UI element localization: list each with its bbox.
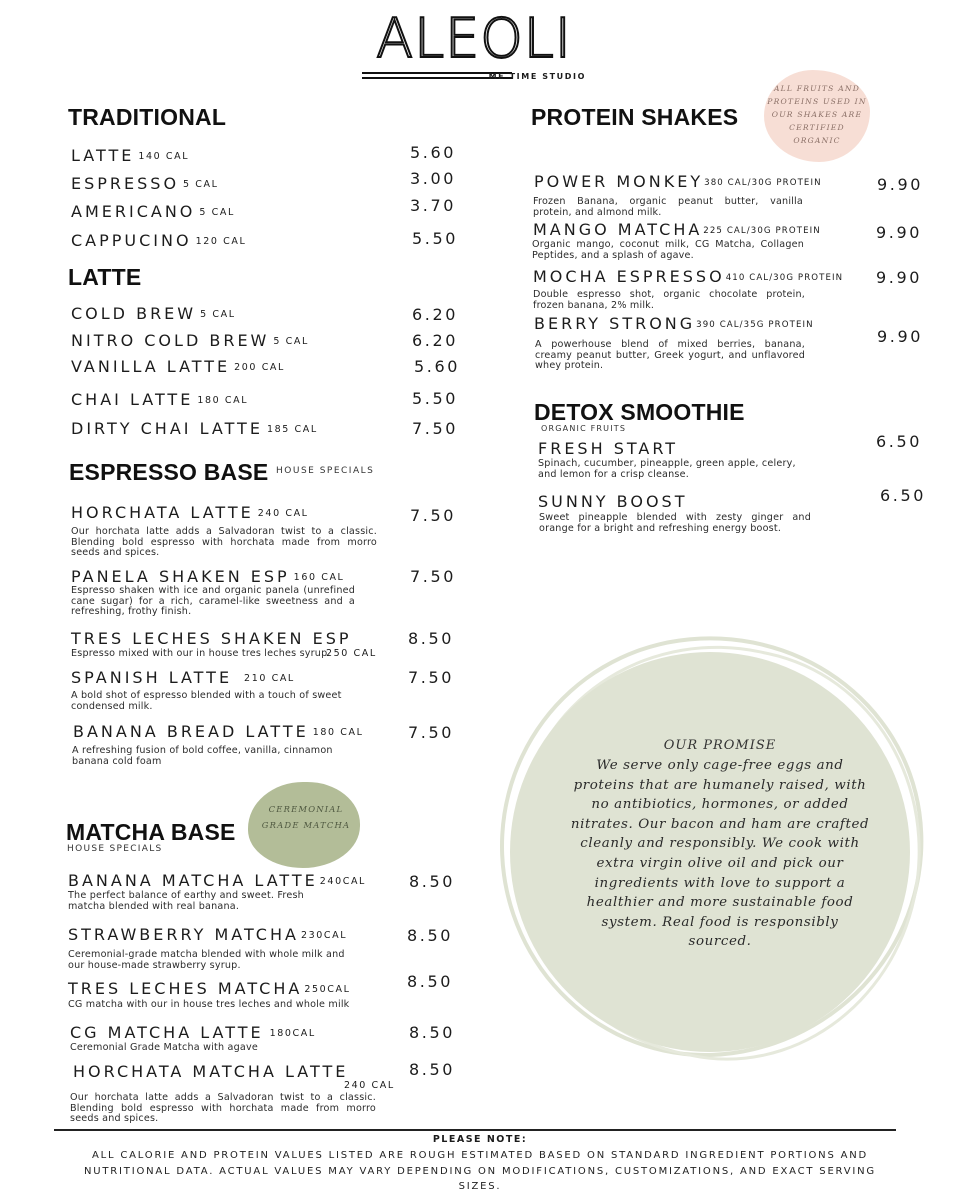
menu-item-name: PANELA SHAKEN ESP 160 CAL	[71, 567, 345, 586]
item-calories: 120 CAL	[195, 236, 247, 247]
item-price: 7.50	[410, 567, 457, 586]
footer-heading: PLEASE NOTE:	[432, 1134, 528, 1145]
brand-logo	[358, 7, 590, 81]
item-calories: 185 CAL	[266, 424, 318, 435]
item-price: 5.50	[412, 229, 459, 248]
item-price: 8.50	[408, 629, 455, 648]
item-description: Our horchata latte adds a Salvadoran twist to a classic. Blending bold espresso with horchata made from morro seeds and spices.	[71, 526, 377, 558]
menu-item-name: MANGO MATCHA225 CAL/30G PROTEIN	[533, 220, 821, 239]
item-price: 6.50	[880, 486, 927, 505]
item-calories: 210 CAL	[244, 673, 295, 684]
menu-item-name: AMERICANO 5 CAL	[71, 202, 235, 221]
item-description: Ceremonial Grade Matcha with agave	[70, 1042, 258, 1053]
item-price: 5.50	[412, 389, 459, 408]
menu-item-name: STRAWBERRY MATCHA 230CAL	[68, 925, 348, 944]
item-description: The perfect balance of earthy and sweet. Fresh matcha blended with real banana.	[68, 890, 304, 912]
item-description: Ceremonial-grade matcha blended with whole milk and our house-made strawberry syrup.	[68, 949, 345, 971]
item-price: 8.50	[407, 926, 454, 945]
menu-item-name: LATTE 140 CAL	[71, 146, 190, 165]
menu-item-name: CAPPUCINO 120 CAL	[71, 231, 247, 250]
item-calories: 200 CAL	[234, 362, 285, 373]
item-price: 7.50	[412, 419, 459, 438]
logo-tagline: ME TIME STUDIO	[488, 72, 586, 81]
item-calories: 140 CAL	[138, 151, 190, 162]
section-title-detox-smoothie: DETOX SMOOTHIE	[534, 399, 745, 425]
footer-divider	[54, 1129, 896, 1131]
menu-item-name: NITRO COLD BREW 5 CAL	[71, 331, 309, 350]
item-description: A refreshing fusion of bold coffee, vanilla, cinnamon banana cold foam	[72, 745, 333, 767]
item-price: 8.50	[409, 1023, 456, 1042]
item-description: Spinach, cucumber, pineapple, green apple, celery, and lemon for a crisp cleanse.	[538, 458, 796, 480]
item-description: A bold shot of espresso blended with a touch of sweet condensed milk.	[71, 690, 342, 712]
section-note: HOUSE SPECIALS	[67, 844, 163, 854]
item-calories: 390 CAL/35G PROTEIN	[696, 320, 814, 330]
item-calories: 240 CAL	[344, 1080, 395, 1091]
section-title-matcha-base: MATCHA BASE	[66, 819, 236, 845]
organic-badge-text: ALL FRUITS AND PROTEINS USED IN OUR SHAKES ARE CERTIFIED ORGANIC	[767, 84, 867, 145]
item-description: A powerhouse blend of mixed berries, banana, creamy peanut butter, Greek yogurt, and unflavored whey protein.	[535, 339, 805, 371]
item-description: Double espresso shot, organic chocolate protein, frozen banana, 2% milk.	[533, 289, 805, 311]
item-price: 8.50	[409, 1060, 456, 1079]
menu-item-name: POWER MONKEY380 CAL/30G PROTEIN	[534, 172, 822, 191]
item-description: Espresso shaken with ice and organic panela (unrefined cane sugar) for a rich, caramel-like sweetness and a refreshing, frothy finish.	[71, 585, 355, 617]
item-description: Our horchata latte adds a Salvadoran twist to a classic. Blending bold espresso with horchata made from morro seeds and spices.	[70, 1092, 376, 1124]
item-description: CG matcha with our in house tres leches and whole milk	[68, 999, 350, 1010]
item-calories: 240 CAL	[257, 508, 309, 519]
item-price: 7.50	[408, 723, 455, 742]
item-calories: 5 CAL	[183, 179, 219, 190]
menu-item-name: SPANISH LATTE 210 CAL	[71, 668, 295, 687]
footer-disclaimer: ALL CALORIE AND PROTEIN VALUES LISTED ARE ROUGH ESTIMATED BASED ON STANDARD INGREDIENT PORTIONS AND NUTRITIONAL DATA. ACTUAL VALUES MAY VARY DEPENDING ON MODIFICATIONS, CUSTOMIZATIONS, AND EXACT SERVING SIZES.	[84, 1150, 876, 1192]
item-calories: 250CAL	[304, 984, 351, 995]
menu-item-name: BANANA BREAD LATTE 180 CAL	[73, 722, 364, 741]
item-price: 9.90	[876, 223, 923, 242]
item-calories: 240CAL	[319, 876, 366, 887]
item-calories: 180 CAL	[312, 727, 364, 738]
section-title-latte: LATTE	[68, 264, 142, 290]
item-price: 5.60	[410, 143, 457, 162]
menu-item-name: COLD BREW 5 CAL	[71, 304, 236, 323]
item-calories: 5 CAL	[199, 207, 235, 218]
item-calories: 160 CAL	[293, 572, 345, 583]
item-calories: 180CAL	[269, 1028, 316, 1039]
logo-wordmark: ALEOLI	[376, 7, 572, 70]
menu-item-name: HORCHATA LATTE 240 CAL	[71, 503, 309, 522]
item-calories: 180 CAL	[197, 395, 249, 406]
item-price: 8.50	[407, 972, 454, 991]
menu-item-name: TRES LECHES MATCHA 250CAL	[68, 979, 351, 998]
promise-title: OUR PROMISE	[663, 738, 777, 753]
item-price: 9.90	[877, 175, 924, 194]
menu-item-name: SUNNY BOOST	[538, 492, 688, 511]
item-calories: 5 CAL	[200, 309, 236, 320]
item-price: 7.50	[408, 668, 455, 687]
menu-item-name: ESPRESSO 5 CAL	[71, 174, 219, 193]
item-calories: 5 CAL	[273, 336, 309, 347]
menu-item-name: HORCHATA MATCHA LATTE	[73, 1062, 349, 1081]
item-calories: 225 CAL/30G PROTEIN	[703, 226, 821, 236]
item-price: 5.60	[414, 357, 461, 376]
item-description: Frozen Banana, organic peanut butter, vanilla protein, and almond milk.	[533, 196, 803, 218]
section-title-espresso-base: ESPRESSO BASE	[69, 459, 269, 485]
menu-item-name: CHAI LATTE 180 CAL	[71, 390, 249, 409]
item-calories: 380 CAL/30G PROTEIN	[704, 178, 822, 188]
promise-text: We serve only cage-free eggs and proteins that are humanely raised, with no antibiotics, hormones, or added nitrates. Our bacon and ham are crafted cleanly and responsibly. We cook with extra virgin olive oil and pick our ingredients with love to support a healthier and more sustainable food system. Real food is responsibly sourced.	[570, 758, 870, 950]
menu-item-name: VANILLA LATTE 200 CAL	[71, 357, 285, 376]
item-description: Espresso mixed with our in house tres leches syrup.	[71, 648, 331, 659]
section-note: HOUSE SPECIALS	[276, 466, 375, 476]
item-calories: 410 CAL/30G PROTEIN	[725, 273, 844, 283]
item-price: 6.20	[412, 305, 459, 324]
item-calories: 230CAL	[300, 930, 348, 941]
item-price: 8.50	[409, 872, 456, 891]
menu-item-name: BANANA MATCHA LATTE 240CAL	[68, 871, 366, 890]
item-price: 9.90	[876, 268, 923, 287]
item-price: 3.00	[410, 169, 457, 188]
item-price: 3.70	[410, 196, 457, 215]
menu-item-name: TRES LECHES SHAKEN ESP	[71, 629, 352, 648]
menu-item-name: MOCHA ESPRESSO410 CAL/30G PROTEIN	[533, 267, 844, 286]
menu-item-name: DIRTY CHAI LATTE 185 CAL	[71, 419, 318, 438]
matcha-badge-text: CEREMONIAL GRADE MATCHA	[261, 804, 351, 830]
menu-item-name: BERRY STRONG390 CAL/35G PROTEIN	[534, 314, 814, 333]
menu-item-name: FRESH START	[538, 439, 679, 458]
section-note: ORGANIC FRUITS	[541, 424, 627, 433]
item-calories: 250 CAL	[326, 648, 377, 659]
menu-item-name: CG MATCHA LATTE 180CAL	[70, 1023, 316, 1042]
section-title-traditional: TRADITIONAL	[68, 104, 227, 130]
item-price: 9.90	[877, 327, 924, 346]
item-price: 6.20	[412, 331, 459, 350]
section-title-protein-shakes: PROTEIN SHAKES	[531, 104, 739, 130]
item-price: 6.50	[876, 432, 923, 451]
item-price: 7.50	[410, 506, 457, 525]
item-description: Sweet pineapple blended with zesty ginger and orange for a bright and refreshing energy boost.	[539, 512, 811, 534]
item-description: Organic mango, coconut milk, CG Matcha, Collagen Peptides, and a splash of agave.	[532, 239, 804, 261]
